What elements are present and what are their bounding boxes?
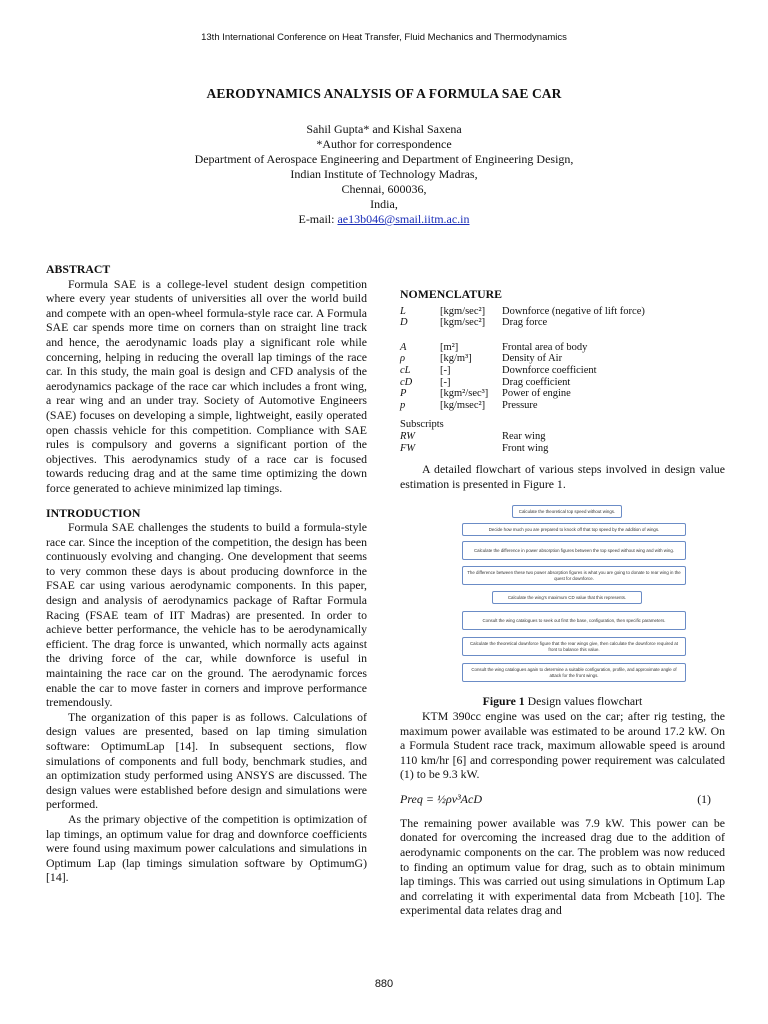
nom-symbol: L — [400, 305, 406, 317]
equation-number: (1) — [697, 791, 711, 806]
conference-header: 13th International Conference on Heat Transfer, Fluid Mechanics and Thermodynamics — [201, 32, 567, 43]
left-column — [46, 262, 367, 885]
nom-symbol: FW — [400, 442, 416, 454]
department: Department of Aerospace Engineering and Department of Engineering Design, — [194, 152, 574, 166]
flowchart-step: Consult the wing catalogues again to determine a suitable configuration, profile, and approximate angle of attack for the front wings. — [462, 663, 686, 682]
email-label: E-mail: — [298, 212, 338, 226]
nom-desc: Drag force — [502, 317, 548, 329]
nom-desc: Front wing — [502, 442, 549, 454]
nom-desc: Power of engine — [502, 388, 571, 400]
nom-unit: [kg/m³] — [440, 353, 472, 365]
nom-desc: Frontal area of body — [502, 341, 588, 353]
introduction-heading: INTRODUCTION — [46, 505, 141, 520]
power-equation: Preq = ½ρv³AcD — [400, 791, 482, 806]
nomenclature-group-properties — [400, 342, 725, 412]
flowchart-figure — [400, 497, 725, 692]
nom-symbol: cD — [400, 376, 413, 388]
flowchart-step: Calculate the theoretical downforce figure that the rear wings give, then calculate the downforce required at front to balance this value. — [462, 637, 686, 656]
author-block — [0, 122, 768, 227]
country: India, — [370, 197, 398, 211]
intro-paragraph: As the primary objective of the competition is optimization of lap timings, an optimum value for drag and downforce coefficients were found using maximum power calculations and simulations in Optimum Lap (lap timings simulation software by OptimumG) [14]. — [46, 811, 367, 885]
correspondence-note: *Author for correspondence — [316, 137, 452, 151]
nom-unit: [kgm/sec²] — [440, 317, 486, 329]
right-column — [400, 287, 725, 918]
nomenclature-heading: NOMENCLATURE — [400, 287, 503, 301]
flowchart-intro: A detailed flowchart of various steps involved in design value estimation is presented in Figure 1. — [400, 462, 725, 491]
paper-title: AERODYNAMICS ANALYSIS OF A FORMULA SAE CAR — [206, 86, 562, 101]
abstract-heading: ABSTRACT — [46, 262, 111, 276]
intro-paragraph: The organization of this paper is as follows. Calculations of design values are presented, based on lap timing simulation software: OptimumLap [14]. In subsequent sections, flow simulations of components and full body, benchmark studies, and an optimization study performed using ANSYS are discussed. The design values were established before design and simulations were performed. — [46, 709, 367, 812]
nom-symbol: p — [400, 399, 406, 411]
nom-unit: [-] — [440, 364, 451, 376]
figure-label: Figure 1 — [482, 694, 525, 709]
nom-unit: [kgm/sec²] — [440, 305, 486, 317]
flowchart-step: Calculate the wing's maximum CD value that this represents. — [492, 591, 642, 604]
nom-symbol: cL — [400, 364, 411, 376]
subscripts-heading: Subscripts — [400, 419, 444, 431]
nom-symbol: D — [400, 317, 408, 329]
nom-desc: Downforce (negative of lift force) — [502, 305, 645, 317]
email-line — [0, 212, 768, 227]
nom-desc: Pressure — [502, 399, 538, 411]
flowchart-step: Consult the wing catalogues to seek out first the base, configuration, then specific parameters. — [462, 611, 686, 630]
authors: Sahil Gupta* and Kishal Saxena — [306, 122, 462, 136]
power-paragraph: KTM 390cc engine was used on the car; after rig testing, the maximum power available was estimated to be around 17.2 kW. On a Formula Student race track, maximum allowable speed is around 110 km/hr [6] and corresponding power requirement was calculated (1) to be 9.3 kW. — [400, 708, 725, 782]
nom-desc: Downforce coefficient — [502, 364, 597, 376]
nom-unit — [440, 443, 502, 455]
nom-desc: Density of Air — [502, 353, 563, 365]
nom-symbol: A — [400, 341, 407, 353]
flowchart-step: Calculate the difference in power absorption figures between the top speed without wing and with wing. — [462, 541, 686, 560]
flowchart-step: Decide how much you are prepared to knock off that top speed by the addition of wings. — [462, 523, 686, 536]
nom-unit: [-] — [440, 376, 451, 388]
nom-unit: [kgm²/sec³] — [440, 388, 489, 400]
nomenclature-group-forces — [400, 306, 725, 329]
figure-caption-text: Design values flowchart — [524, 694, 643, 709]
figure-caption — [400, 694, 725, 709]
flowchart-step: The difference between these two power absorption figures is what you are going to donate to rear wing in the quest for downforce. — [462, 566, 686, 585]
abstract-text: Formula SAE is a college-level student design competition where every year students of universities all over the world build and compete with an open-wheel formula-style race car. A Formula SAE car spends more time on corners than on straight line track and hence, the aerodynamic loads play a significant role while concerning, helping in reducing the overall lap timings of the race car. In this study, the main goal is design and CFD analysis of the aerodynamics package of the race car which includes a front wing, a rear wing and an under tray. Society of Automotive Engineers (SAE) focuses on developing a simple, lightweight, easily operated open chassis vehicle for this competition. Compliance with SAE rules is compulsory and governs a significant portion of the objectives. This aerodynamics study of a race car is focused towards reducing drag and at the same time optimizing the down force generated to achieve minimized lap timings. — [46, 276, 367, 495]
nom-unit: [kg/msec²] — [440, 399, 486, 411]
nom-desc: Rear wing — [502, 430, 546, 442]
nomenclature-subscripts — [400, 431, 725, 454]
remaining-power-paragraph: The remaining power available was 7.9 kW. This power can be donated for overcoming the increased drag due to the addition of aerodynamic components on the car. The problem was now reduced to finding an optimum value for drag, such as to obtain minimum lap timings. This was carried out using simulations in Optimum Lap and correlating it with experimental data from Mcbeath [10]. The experimental data relates drag and — [400, 815, 725, 918]
email-link[interactable]: ae13b046@smail.iitm.ac.in — [337, 212, 470, 226]
intro-paragraph: Formula SAE challenges the students to build a formula-style race car. Since the inception of the competition, the design has been continuously evolving and changing. One development that seems to very common these days is about producing downforce in the FSAE car using various aerodynamic components. In this paper, design and analysis of aerodynamics package of Raftar Formula Racing (FSAE team of IIT Madras) are presented. In order to achieve better performance, the vehicle has to be aerodynamically efficient. The drag force is unwanted, which normally acts against the driving force of the car, while downforce is useful in maintaining the race car on the ground. The aerodynamic forces enable the car to move faster in corners and improve performance tremendously. — [46, 520, 367, 710]
nom-unit: [m²] — [440, 341, 459, 353]
nom-unit — [440, 431, 502, 443]
institute: Indian Institute of Technology Madras, — [290, 167, 478, 181]
flowchart-step: Calculate the theoretical top speed without wings. — [512, 505, 622, 518]
nom-desc: Drag coefficient — [502, 376, 571, 388]
nom-symbol: P — [400, 388, 407, 400]
equation-1 — [400, 784, 725, 814]
nom-symbol: RW — [400, 430, 415, 442]
nom-symbol: ρ — [400, 353, 406, 365]
city: Chennai, 600036, — [341, 182, 427, 196]
page-number: 880 — [374, 978, 394, 990]
